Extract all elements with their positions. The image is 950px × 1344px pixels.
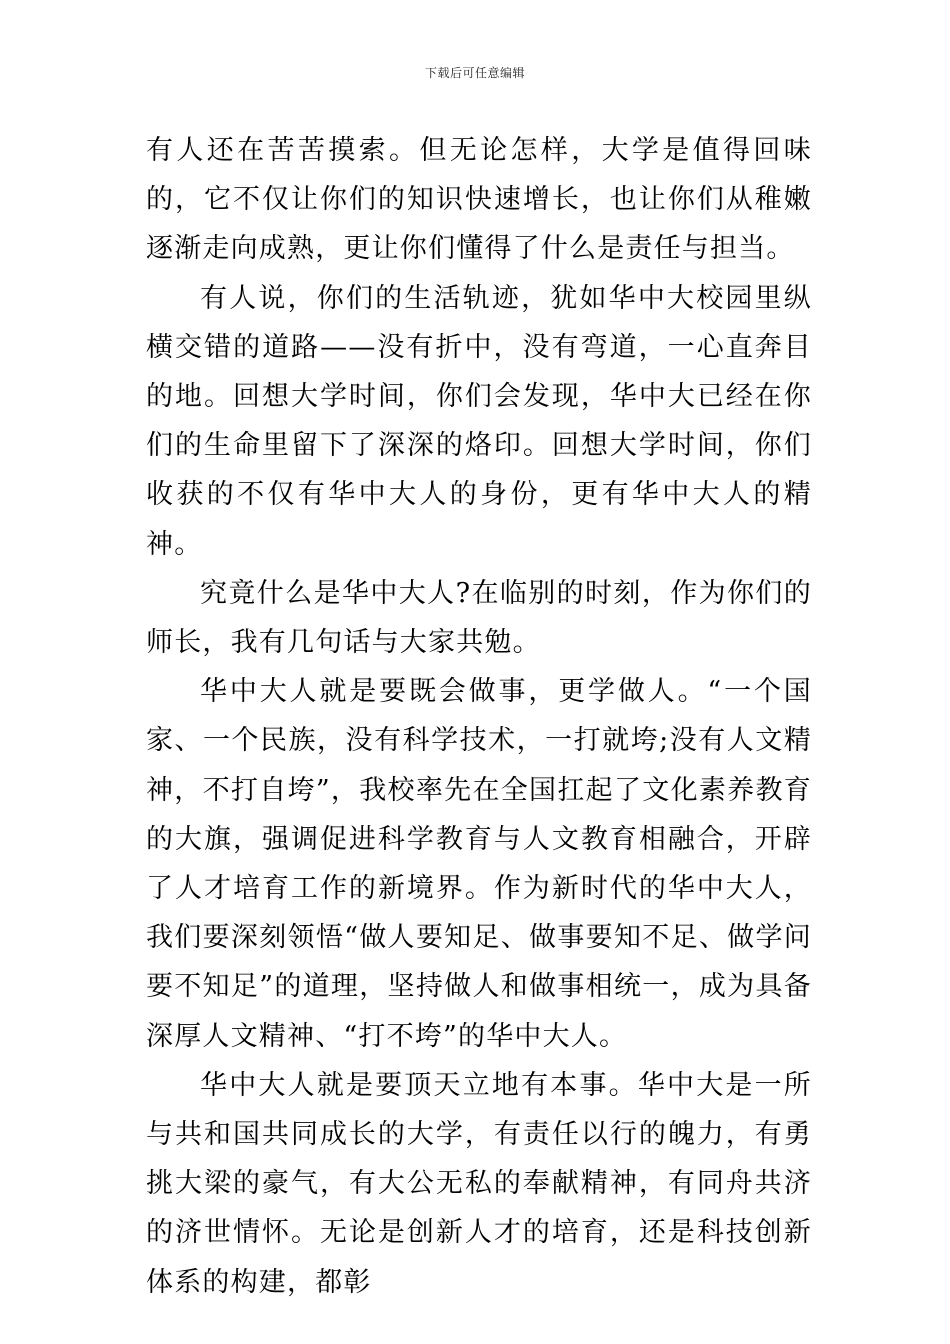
document-body [146, 126, 812, 1307]
paragraph: 究竟什么是华中大人?在临别的时刻，作为你们的师长，我有几句话与大家共勉。 [146, 577, 812, 659]
paragraph: 华中大人就是要顶天立地有本事。华中大是一所与共和国共同成长的大学，有责任以行的魄力，有勇挑大梁的豪气，有大公无私的奉献精神，有同舟共济的济世情怀。无论是创新人才的培育，还是科技创新体系的构建，都彰 [146, 1069, 812, 1298]
paragraph: 华中大人就是要既会做事，更学做人。“一个国家、一个民族，没有科学技术，一打就垮;没有人文精神，不打自垮”，我校率先在全国扛起了文化素养教育的大旗，强调促进科学教育与人文教育相融合，开辟了人才培育工作的新境界。作为新时代的华中大人，我们要深刻领悟“做人要知足、做事要知不足、做学问要不知足”的道理，坚持做人和做事相统一，成为具备深厚人文精神、“打不垮”的华中大人。 [146, 676, 812, 1052]
page-header-note: 下载后可任意编辑 [424, 66, 525, 80]
paragraph: 有人说，你们的生活轨迹，犹如华中大校园里纵横交错的道路——没有折中，没有弯道，一心直奔目的地。回想大学时间，你们会发现，华中大已经在你们的生命里留下了深深的烙印。回想大学时间，你们收获的不仅有华中大人的身份，更有华中大人的精神。 [146, 282, 812, 560]
paragraph-continuation: 有人还在苦苦摸索。但无论怎样，大学是值得回味的，它不仅让你们的知识快速增长，也让你们从稚嫩逐渐走向成熟，更让你们懂得了什么是责任与担当。 [146, 135, 812, 265]
